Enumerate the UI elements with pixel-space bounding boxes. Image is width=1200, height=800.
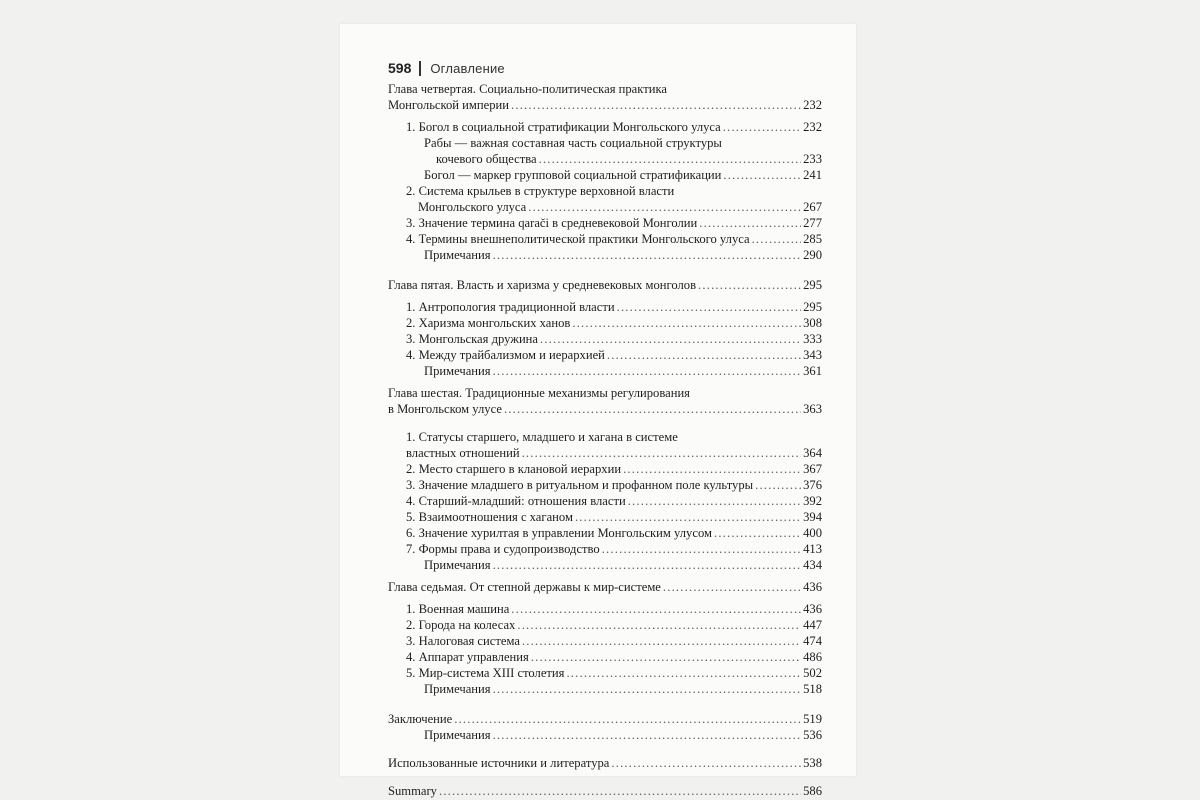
toc-entry-title: Примечания xyxy=(424,248,491,262)
leader-dots xyxy=(755,477,801,493)
toc-page-number: 363 xyxy=(803,402,822,416)
toc-chapter-6-title-line1 xyxy=(388,385,822,401)
toc-chapter-6 xyxy=(388,401,822,417)
toc-entry-title: 3. Значение термина qaračі в средневековой Монголии xyxy=(406,216,698,230)
toc-section xyxy=(388,665,822,681)
toc-entry-title: 4. Аппарат управления xyxy=(406,650,529,664)
toc-notes xyxy=(388,247,822,263)
toc-section xyxy=(388,633,822,649)
toc-page-number: 400 xyxy=(803,526,822,540)
toc-section xyxy=(388,541,822,557)
toc-chapter-5 xyxy=(388,277,822,293)
toc-page-number: 413 xyxy=(803,542,822,556)
toc-page-number: 436 xyxy=(803,602,822,616)
toc-entry-title: 4. Термины внешнеполитической практики Монгольского улуса xyxy=(406,232,750,246)
toc-section xyxy=(388,299,822,315)
leader-dots xyxy=(493,681,802,697)
toc-entry-title: Монгольской империи xyxy=(388,98,509,112)
toc-page-number: 376 xyxy=(803,478,822,492)
toc-page-number: 343 xyxy=(803,348,822,362)
leader-dots xyxy=(511,97,801,113)
toc-entry-title: 5. Мир-система XIII столетия xyxy=(406,666,565,680)
toc-page-number: 241 xyxy=(803,168,822,182)
toc-page-number: 502 xyxy=(803,666,822,680)
leader-dots xyxy=(540,331,801,347)
toc-page-number: 290 xyxy=(803,248,822,262)
toc-summary xyxy=(388,783,822,799)
toc-entry-title: Примечания xyxy=(424,364,491,378)
toc-page-number: 538 xyxy=(803,756,822,770)
toc-entry-title: 6. Значение хурилтая в управлении Монгольским улусом xyxy=(406,526,712,540)
toc-entry-title: Богол — маркер групповой социальной стратификации xyxy=(424,168,722,182)
toc-entry-title: Примечания xyxy=(424,728,491,742)
toc-section xyxy=(388,347,822,363)
leader-dots xyxy=(663,579,801,595)
toc-entry-title: Заключение xyxy=(388,712,453,726)
toc-notes xyxy=(388,727,822,743)
toc-page-number: 519 xyxy=(803,712,822,726)
toc-page-number: 308 xyxy=(803,316,822,330)
toc-page-number: 333 xyxy=(803,332,822,346)
toc-entry-title: 2. Города на колесах xyxy=(406,618,516,632)
leader-dots xyxy=(493,727,802,743)
toc-page-number: 518 xyxy=(803,682,822,696)
leader-dots xyxy=(752,231,802,247)
toc-section xyxy=(388,215,822,231)
toc-page-number: 436 xyxy=(803,580,822,594)
toc-subsection xyxy=(388,167,822,183)
leader-dots xyxy=(517,617,801,633)
running-head xyxy=(388,60,505,76)
leader-dots xyxy=(602,541,801,557)
toc-section xyxy=(388,509,822,525)
toc-entry-title: 2. Место старшего в клановой иерархии xyxy=(406,462,622,476)
toc-page-number: 474 xyxy=(803,634,822,648)
toc-section xyxy=(388,493,822,509)
toc-entry-title: властных отношений xyxy=(406,446,520,460)
leader-dots xyxy=(528,199,801,215)
toc-entry-title: 4. Старший-младший: отношения власти xyxy=(406,494,626,508)
toc-entry-title: Глава пятая. Власть и харизма у средневековых монголов xyxy=(388,278,697,292)
toc-page-number: 285 xyxy=(803,232,822,246)
toc-section xyxy=(388,617,822,633)
toc-notes xyxy=(388,681,822,697)
leader-dots xyxy=(617,299,802,315)
toc-page-number: 486 xyxy=(803,650,822,664)
leader-dots xyxy=(611,755,801,771)
leader-dots xyxy=(539,151,802,167)
leader-dots xyxy=(511,601,801,617)
toc-section xyxy=(388,525,822,541)
toc-chapter-4-title-line1 xyxy=(388,81,822,97)
toc-page-number: 232 xyxy=(803,120,822,134)
toc-entry-title: 4. Между трайбализмом и иерархией xyxy=(406,348,605,362)
toc-page-number: 392 xyxy=(803,494,822,508)
leader-dots xyxy=(575,509,801,525)
toc-section-line1 xyxy=(388,429,822,445)
toc-entry-title: в Монгольском улусе xyxy=(388,402,502,416)
running-head-title: Оглавление xyxy=(430,60,505,76)
toc-conclusion xyxy=(388,711,822,727)
leader-dots xyxy=(623,461,801,477)
leader-dots xyxy=(723,119,801,135)
toc-section xyxy=(388,231,822,247)
toc-page-number: 233 xyxy=(803,152,822,166)
page-number: 598 xyxy=(388,60,412,76)
toc-entry-title: 1. Военная машина xyxy=(406,602,510,616)
leader-dots xyxy=(566,665,801,681)
leader-dots xyxy=(439,783,801,799)
toc-page-number: 447 xyxy=(803,618,822,632)
toc-sources xyxy=(388,755,822,771)
toc-entry-title: Глава шестая. Традиционные механизмы регулирования xyxy=(388,386,690,400)
toc-section xyxy=(388,331,822,347)
toc-page-number: 267 xyxy=(803,200,822,214)
toc-page-number: 295 xyxy=(803,278,822,292)
toc-page-number: 361 xyxy=(803,364,822,378)
toc-entry-title: 3. Монгольская дружина xyxy=(406,332,539,346)
toc-entry-title: 5. Взаимоотношения с хаганом xyxy=(406,510,573,524)
toc-entry-title: кочевого общества xyxy=(436,152,537,166)
leader-dots xyxy=(699,215,801,231)
leader-dots xyxy=(454,711,801,727)
toc-page-number: 367 xyxy=(803,462,822,476)
toc-page-number: 434 xyxy=(803,558,822,572)
leader-dots xyxy=(607,347,801,363)
toc-entry-title: 2. Система крыльев в структуре верховной власти xyxy=(406,184,675,198)
toc-section xyxy=(388,315,822,331)
toc-entry-title: 1. Антропология традиционной власти xyxy=(406,300,615,314)
leader-dots xyxy=(531,649,801,665)
leader-dots xyxy=(723,167,801,183)
toc-entry-title: 2. Харизма монгольских ханов xyxy=(406,316,571,330)
leader-dots xyxy=(698,277,801,293)
leader-dots xyxy=(493,557,802,573)
toc-entry-title: 7. Формы права и судопроизводство xyxy=(406,542,600,556)
toc-notes xyxy=(388,557,822,573)
toc-subsection xyxy=(388,151,822,167)
toc-entry-title: Глава седьмая. От степной державы к мир-системе xyxy=(388,580,661,594)
toc-entry-title: Примечания xyxy=(424,558,491,572)
toc-entry-title: Глава четвертая. Социально-политическая практика xyxy=(388,82,667,96)
toc-page-number: 536 xyxy=(803,728,822,742)
leader-dots xyxy=(493,247,802,263)
toc-section-line1 xyxy=(388,183,822,199)
toc-section xyxy=(388,461,822,477)
leader-dots xyxy=(504,401,801,417)
toc-entry-title: 1. Статусы старшего, младшего и хагана в системе xyxy=(406,430,678,444)
toc-notes xyxy=(388,363,822,379)
leader-dots xyxy=(572,315,801,331)
toc-entry-title: Summary xyxy=(388,784,437,798)
leader-dots xyxy=(522,633,801,649)
toc-entry-title: 3. Налоговая система xyxy=(406,634,520,648)
toc-page-number: 364 xyxy=(803,446,822,460)
running-head-divider xyxy=(419,61,421,76)
leader-dots xyxy=(714,525,801,541)
toc-subsection-line1 xyxy=(388,135,822,151)
toc-page-number: 394 xyxy=(803,510,822,524)
toc-page-number: 586 xyxy=(803,784,822,798)
toc-page-number: 232 xyxy=(803,98,822,112)
toc-section xyxy=(388,601,822,617)
toc-section xyxy=(388,199,822,215)
leader-dots xyxy=(628,493,801,509)
leader-dots xyxy=(522,445,802,461)
toc-page-number: 277 xyxy=(803,216,822,230)
toc-entry-title: Использованные источники и литература xyxy=(388,756,610,770)
table-of-contents xyxy=(388,81,822,799)
toc-entry-title: Примечания xyxy=(424,682,491,696)
toc-section xyxy=(388,445,822,461)
toc-chapter-7 xyxy=(388,579,822,595)
book-page xyxy=(340,24,856,798)
toc-page-number: 295 xyxy=(803,300,822,314)
toc-section xyxy=(388,119,822,135)
toc-section xyxy=(388,649,822,665)
toc-section xyxy=(388,477,822,493)
toc-chapter-4 xyxy=(388,97,822,113)
leader-dots xyxy=(493,363,802,379)
toc-entry-title: 3. Значение младшего в ритуальном и профанном поле культуры xyxy=(406,478,754,492)
toc-entry-title: Монгольского улуса xyxy=(418,200,527,214)
toc-entry-title: 1. Богол в социальной стратификации Монгольского улуса xyxy=(406,120,721,134)
toc-entry-title: Рабы — важная составная часть социальной структуры xyxy=(424,136,722,150)
